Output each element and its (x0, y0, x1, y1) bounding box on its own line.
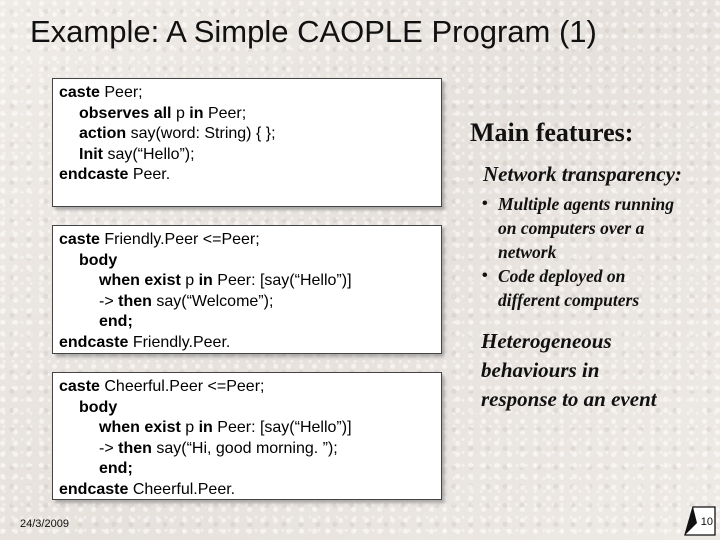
code-line (59, 271, 441, 292)
bullet-dot-icon (482, 216, 498, 240)
code-line (59, 230, 441, 251)
bullet-dot-icon: • (482, 195, 488, 212)
code-text: Peer; (99, 84, 143, 101)
bullet-line (482, 288, 674, 312)
heterogeneous-line: behaviours in (481, 358, 600, 382)
code-text: Friendly.Peer. (128, 333, 231, 351)
code-text: Friendly.Peer <=Peer; (99, 231, 260, 248)
code-text: p (171, 104, 190, 122)
code-line (59, 439, 441, 460)
code-text: say(word: String) { }; (126, 125, 276, 142)
code-line (59, 418, 441, 439)
bullet-dot-icon: • (482, 267, 488, 284)
code-line (59, 480, 441, 501)
bullet-line (482, 264, 674, 288)
code-keyword: body (79, 251, 118, 269)
code-text: Peer: [say(“Hello”)] (212, 272, 352, 289)
code-keyword: then (118, 292, 152, 310)
page-number: 10 (700, 516, 713, 528)
code-text: -> (99, 292, 119, 310)
code-line (59, 333, 441, 354)
code-text: Peer: [say(“Hello”)] (212, 419, 352, 436)
main-features-heading: Main features: (470, 118, 634, 147)
code-keyword: endcaste (59, 333, 129, 351)
bullet-text: Multiple agents running (498, 194, 675, 214)
code-keyword: caste (59, 231, 100, 248)
code-line (59, 165, 441, 186)
code-line (59, 459, 441, 480)
code-line (59, 312, 441, 333)
code-box-peer (52, 78, 442, 207)
code-keyword: body (79, 398, 118, 416)
code-text: p (180, 419, 199, 436)
heterogeneous-line: Heterogeneous (481, 329, 612, 353)
code-keyword: in (198, 272, 213, 289)
code-keyword: then (118, 439, 152, 457)
code-text: say(“Hello”); (103, 145, 195, 163)
code-text: Peer. (128, 166, 171, 183)
code-text: Peer; (203, 104, 247, 122)
code-keyword: when exist (99, 272, 181, 289)
bullet-text: network (498, 242, 557, 262)
code-keyword: endcaste (59, 480, 129, 498)
bullet-text: Code deployed on (498, 266, 626, 286)
code-keyword: caste (59, 378, 100, 395)
slide-title: Example: A Simple CAOPLE Program (1) (30, 14, 597, 49)
code-text: Cheerful.Peer <=Peer; (99, 378, 265, 395)
code-keyword: end; (99, 460, 133, 477)
slide-date: 24/3/2009 (20, 518, 69, 530)
bullet-dot-icon (482, 288, 498, 312)
code-box-friendly-peer (52, 225, 442, 354)
code-text: say(“Welcome”); (151, 292, 274, 310)
page-number-icon (683, 503, 717, 537)
code-keyword: endcaste (59, 166, 129, 183)
code-keyword: Init (79, 145, 103, 163)
code-line (59, 251, 441, 272)
bullet-dot-icon (482, 240, 498, 264)
code-box-cheerful-peer (52, 372, 442, 500)
code-line (59, 104, 441, 125)
code-text: Cheerful.Peer. (128, 480, 236, 498)
bullet-line (482, 192, 674, 216)
code-text: p (180, 272, 199, 289)
code-line (59, 377, 441, 398)
code-line (59, 83, 441, 104)
code-keyword: caste (59, 84, 100, 101)
heterogeneous-text (481, 327, 657, 414)
code-keyword: observes all (79, 104, 172, 122)
code-keyword: when exist (99, 419, 181, 436)
code-keyword: in (189, 104, 204, 122)
bullet-line (482, 240, 674, 264)
code-line (59, 124, 441, 145)
heterogeneous-line: response to an event (481, 387, 657, 411)
network-bullet-list (482, 192, 674, 312)
bullet-line (482, 216, 674, 240)
code-keyword: in (198, 419, 213, 436)
code-keyword: action (79, 125, 127, 142)
code-keyword: end; (99, 313, 133, 330)
code-line (59, 145, 441, 166)
bullet-text: on computers over a (498, 218, 645, 238)
code-line (59, 398, 441, 419)
code-text: -> (99, 439, 119, 457)
code-line (59, 292, 441, 313)
bullet-text: different computers (498, 290, 640, 310)
code-text: say(“Hi, good morning. ”); (151, 439, 338, 457)
network-transparency-heading: Network transparency: (483, 162, 682, 186)
